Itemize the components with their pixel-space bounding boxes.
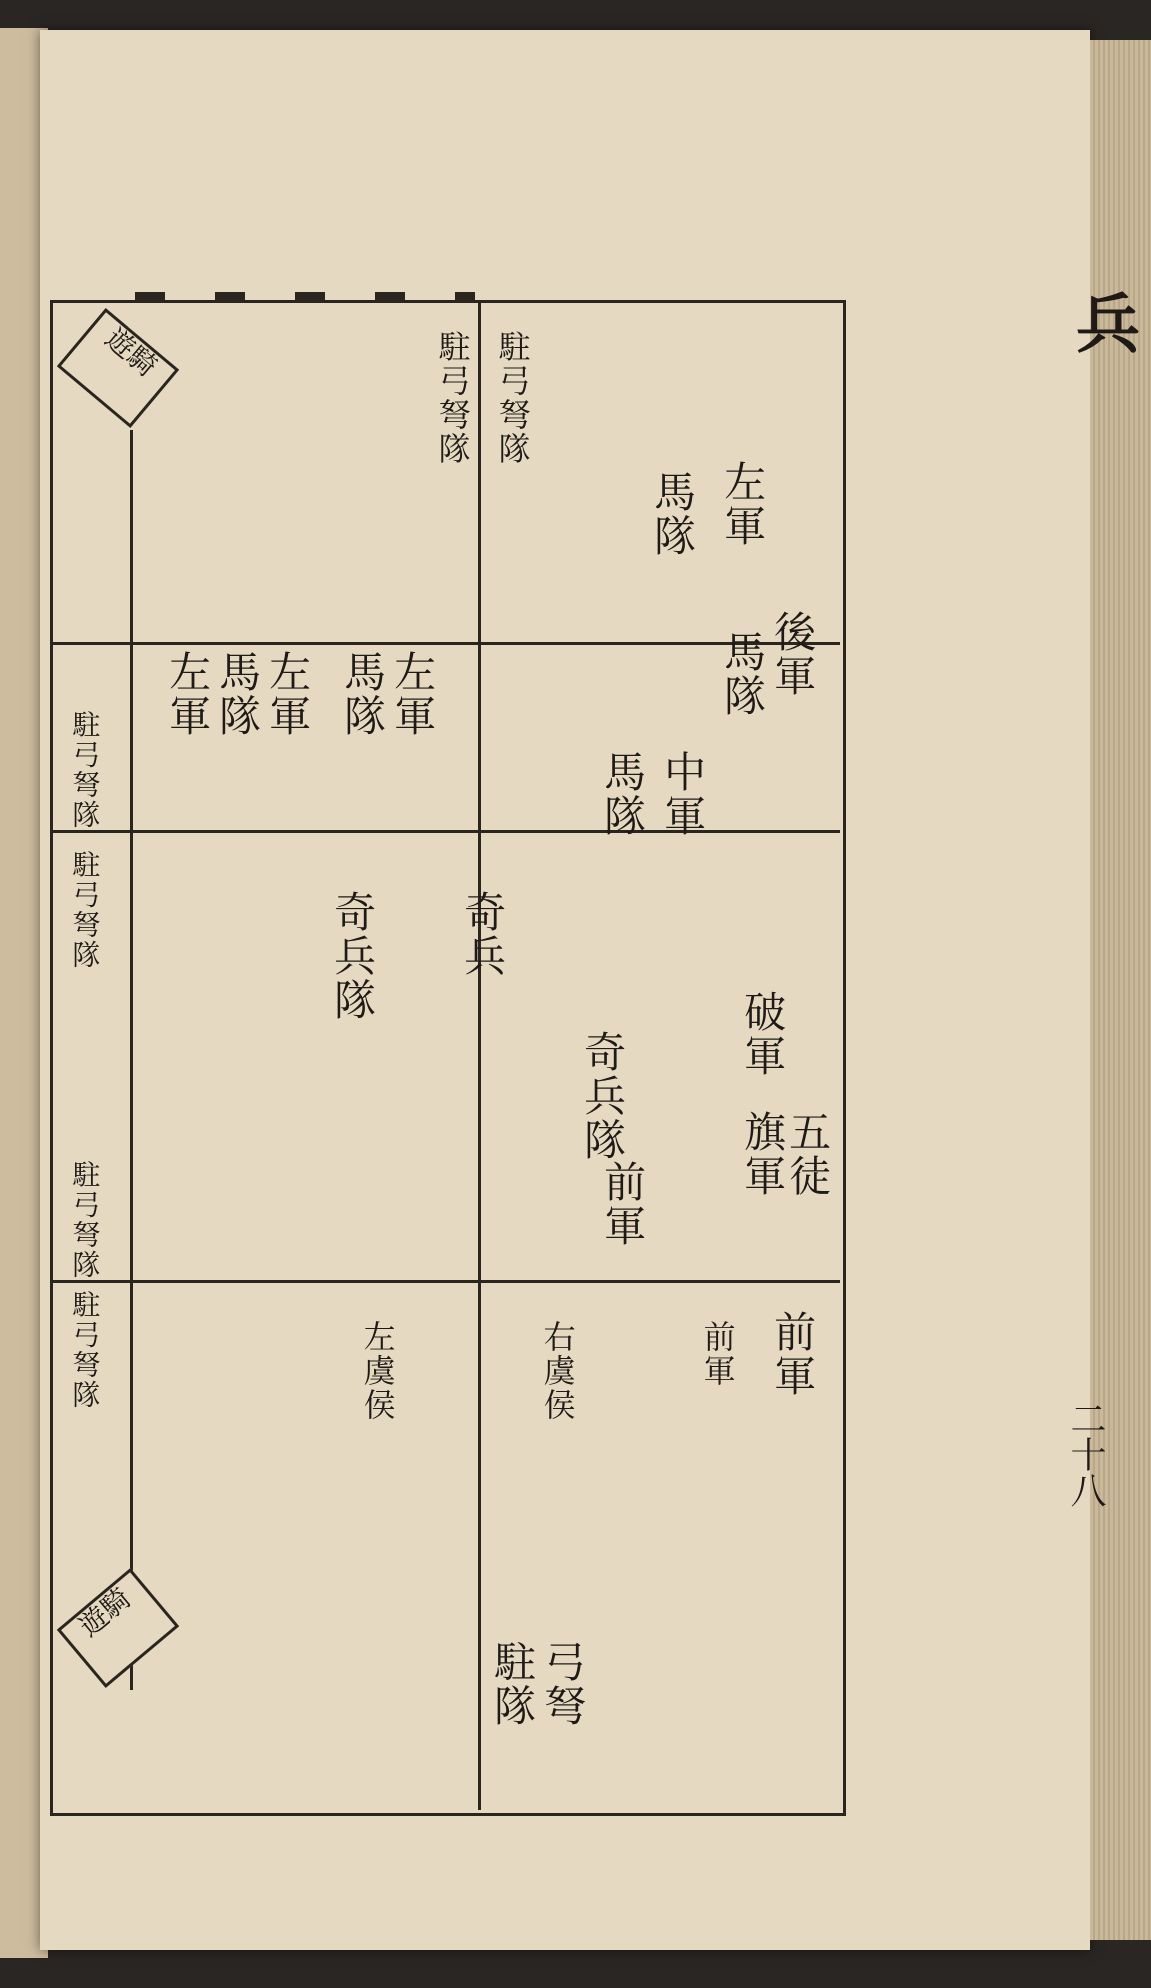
book-page bbox=[40, 30, 1090, 1950]
middle-army-a: 中軍 bbox=[658, 750, 708, 838]
divider-3 bbox=[50, 1280, 840, 1283]
left-vanguard: 左虞侯 bbox=[358, 1320, 397, 1422]
front-army-bottom: 前軍 bbox=[768, 1310, 818, 1398]
upper-left-army-3: 左軍 bbox=[163, 650, 213, 738]
break-army: 破軍 bbox=[738, 990, 788, 1078]
left-army-cavalry: 馬隊 bbox=[648, 470, 698, 558]
strange-troops-1: 奇兵隊 bbox=[328, 890, 378, 1022]
strange-troops-2: 奇兵 bbox=[458, 890, 508, 978]
rear-army-b: 馬隊 bbox=[718, 630, 768, 718]
upper-left-army-1: 左軍 bbox=[388, 650, 438, 738]
tag-bottom-left: 遊騎 bbox=[57, 1568, 179, 1688]
front-army-bottom-2: 前軍 bbox=[698, 1320, 737, 1388]
five-troops: 五徒 bbox=[783, 1110, 833, 1198]
top-column-2: 駐弓弩隊 bbox=[493, 330, 532, 466]
flag-army: 旗軍 bbox=[738, 1110, 788, 1198]
left-army-top: 左軍 bbox=[718, 460, 768, 548]
top-column-1: 駐弓弩隊 bbox=[433, 330, 472, 466]
center-divider bbox=[478, 300, 481, 1810]
side-tag-2: 駐弓弩隊 bbox=[68, 850, 102, 970]
side-tag-3: 駐弓弩隊 bbox=[68, 1160, 102, 1280]
upper-left-cavalry-1: 馬隊 bbox=[338, 650, 388, 738]
front-army-middle: 前軍 bbox=[598, 1160, 648, 1248]
tag-top-left: 遊騎 bbox=[57, 308, 179, 428]
marginal-title: 兵 bbox=[1065, 290, 1140, 362]
folio-number: 二十八 bbox=[1065, 1400, 1106, 1508]
stationed-bottom: 駐隊 bbox=[488, 1640, 538, 1728]
strange-troops-3: 奇兵隊 bbox=[578, 1030, 628, 1162]
middle-army-b: 馬隊 bbox=[598, 750, 648, 838]
side-tag-4: 駐弓弩隊 bbox=[68, 1290, 102, 1410]
right-vanguard: 右虞侯 bbox=[538, 1320, 577, 1422]
side-tag-1: 駐弓弩隊 bbox=[68, 710, 102, 830]
crossbow-bottom: 弓弩 bbox=[538, 1640, 588, 1728]
upper-left-cavalry-2: 馬隊 bbox=[213, 650, 263, 738]
divider-2 bbox=[50, 830, 840, 833]
upper-left-army-2: 左軍 bbox=[263, 650, 313, 738]
rear-army-a: 後軍 bbox=[768, 610, 818, 698]
left-divider bbox=[130, 430, 133, 1690]
